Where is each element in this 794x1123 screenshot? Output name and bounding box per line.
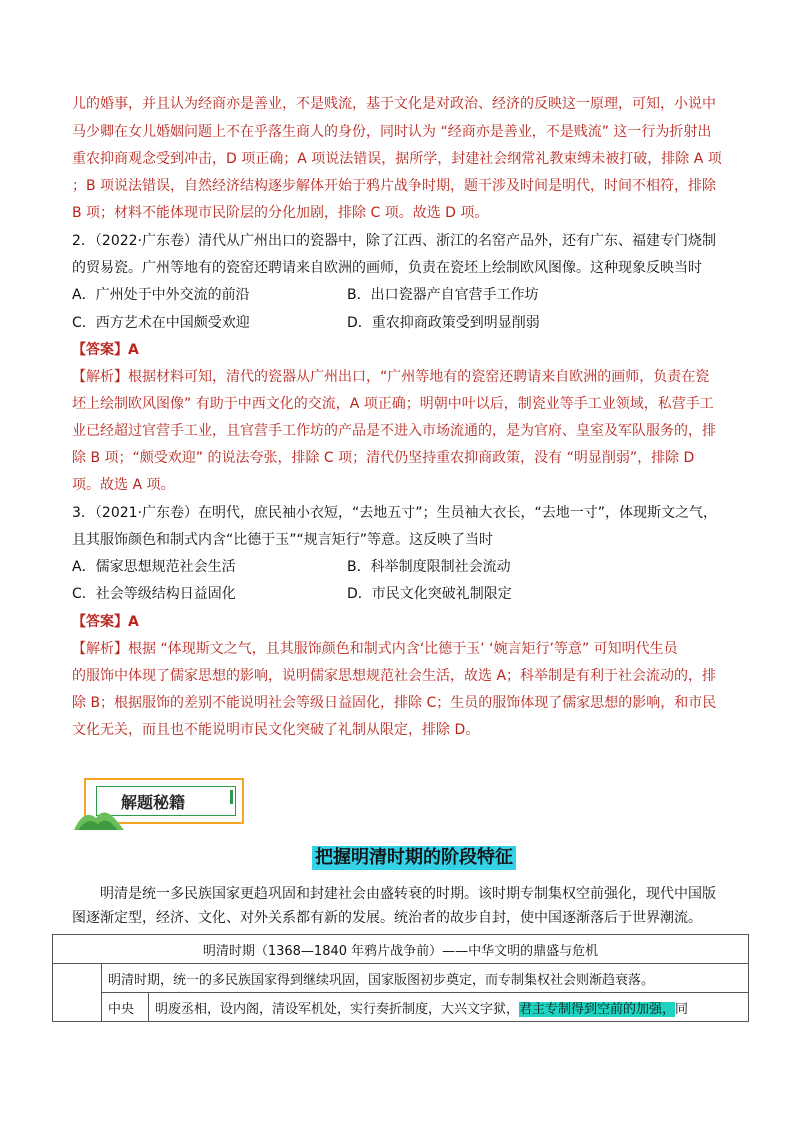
q2-analysis-line: 项。故选 A 项。 (72, 477, 175, 493)
question-3-stem: 3．（2021·广东卷）在明代，庶民袖小衣短，“去地五寸”；生员袖大衣长，“去地一寸”，体现斯文之气， (72, 505, 717, 521)
badge-label: 解题秘籍 (121, 793, 186, 812)
question-2-stem: 2．（2022·广东卷）清代从广州出口的瓷器中，除了江西、浙江的名窑产品外，还有广东、福建专门烧制 (72, 233, 716, 249)
analysis-line: B 项；材料不能体现市民阶层的分化加剧，排除 C 项。故选 D 项。 (72, 205, 489, 221)
q3-analysis-line: 的服饰中体现了儒家思想的影响，说明儒家思想规范社会生活，故选 A；科举制是有利于社会流动的，排 (72, 668, 717, 684)
row-text: 明废丞相，设内阁，清设军机处，实行奏折制度，大兴文字狱， (155, 1001, 520, 1017)
intro-line: 图逐渐定型，经济、文化、对外关系都有新的发展。统治者的故步自封，使中国逐渐落后于世界潮流。 (72, 910, 702, 926)
summary-table (52, 934, 749, 1022)
q3-analysis-line: 文化无关，而且也不能说明市民文化突破了礼制从限定，排除 D。 (72, 722, 480, 738)
analysis-line: ；B 项说法错误，自然经济结构逐步解体开始于鸦片战争时期，题干涉及时间是明代，时间不相符，排除 (72, 178, 717, 194)
q2-analysis-line: 【解析】根据材料可知，清代的瓷器从广州出口，“广州等地有的瓷窑还聘请来自欧洲的画师，负责在瓷 (72, 369, 710, 385)
q3-analysis-line: 【解析】根据 “体现斯文之气，且其服饰颜色和制式内含‘比德于玉’ ‘婉言矩行’等意” 可知明代生员 (72, 641, 678, 657)
q2-option-b: B．出口瓷器产自官营手工作坊 (347, 287, 539, 303)
q2-answer: 【答案】A (72, 342, 139, 358)
section-title: 把握明清时期的阶段特征 (312, 846, 516, 870)
q2-option-c: C．西方艺术在中国颇受欢迎 (72, 315, 250, 331)
q2-analysis-line: 坯上绘制欧风图像” 有助于中西文化的交流，A 项正确；明朝中叶以后，制瓷业等手工业领域，私营手工 (72, 396, 714, 412)
row-highlight: 君主专制得到空前的加强， (519, 1001, 676, 1017)
analysis-line: 儿的婚事，并且认为经商亦是善业，不是贱流，基于文化是对政治、经济的反映这一原理，可知，小说中 (72, 96, 716, 112)
table-summary: 明清时期，统一的多民族国家得到继续巩固，国家版图初步奠定，而专制集权社会则渐趋衰落。 (102, 964, 749, 993)
q2-analysis-line: 业已经超过官营手工业，且官营手工作坊的产品是不进入市场流通的，是为官府、皇室及军队服务的，排 (72, 423, 716, 439)
q2-option-a: A．广州处于中外交流的前沿 (72, 287, 250, 303)
q3-option-a: A．儒家思想规范社会生活 (72, 559, 236, 575)
q3-option-d: D．市民文化突破礼制限定 (347, 586, 512, 602)
question-2-stem: 的贸易瓷。广州等地有的瓷窑还聘请来自欧洲的画师，负责在瓷坯上绘制欧风图像。这种现象反映当时 (72, 260, 702, 276)
q2-analysis-line: 除 B 项；“颇受欢迎” 的说法夸张，排除 C 项；清代仍坚持重农抑商政策，没有 “明显削弱”，排除 D (72, 450, 695, 466)
leaf-icon (230, 790, 233, 804)
hills-icon (74, 806, 124, 830)
table-row-label: 中央 (102, 993, 149, 1022)
table-header: 明清时期（1368—1840 年鸦片战争前）——中华文明的鼎盛与危机 (53, 935, 749, 964)
q3-option-c: C．社会等级结构日益固化 (72, 586, 236, 602)
table-empty-cell (53, 964, 102, 1022)
q3-option-b: B．科举制度限制社会流动 (347, 559, 511, 575)
q3-analysis-line: 除 B；根据服饰的差别不能说明社会等级日益固化，排除 C；生员的服饰体现了儒家思想的影响，和市民 (72, 695, 717, 711)
intro-line: 明清是统一多民族国家更趋巩固和封建社会由盛转衰的时期。该时期专制集权空前强化，现代中国版 (100, 886, 716, 902)
row-tail: 同 (675, 1001, 689, 1017)
q2-option-d: D．重农抑商政策受到明显削弱 (347, 315, 540, 331)
question-3-stem: 且其服饰颜色和制式内含“比德于玉”“规言矩行”等意。这反映了当时 (72, 532, 494, 548)
table-row-content (149, 993, 749, 1022)
q3-answer: 【答案】A (72, 614, 139, 630)
analysis-line: 马少卿在女儿婚姻问题上不在乎落生商人的身份，同时认为 “经商亦是善业，不是贱流” 这一行为折射出 (72, 124, 712, 140)
analysis-line: 重农抑商观念受到冲击，D 项正确；A 项说法错误，据所学，封建社会纲常礼教束缚未被打破，排除 A 项 (72, 151, 722, 167)
